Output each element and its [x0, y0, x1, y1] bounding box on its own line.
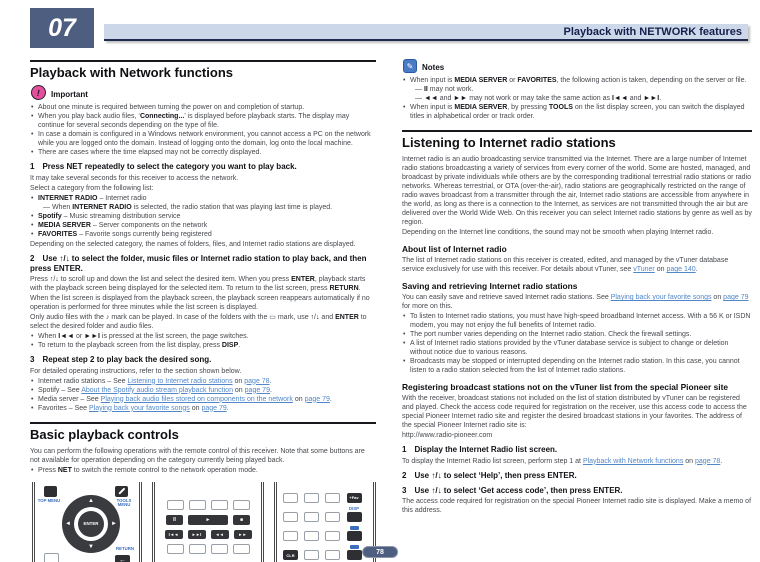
paragraph: The access code required for registration on the special Pioneer Internet radio site is displayed. Make a memo of this address. — [402, 498, 752, 514]
list-subnote: — II may not work. — [415, 86, 474, 93]
notes-icon: ✎ — [403, 59, 417, 73]
paragraph: With the receiver, broadcast stations not included on the list of station distributed by vTuner can be registered and played. Check the access code required for registration on the receiver, use this access code to access the special Pioneer Internet radio site and register the desired broadcast stations in your favorites. The address of the special Pioneer Internet radio site is: — [402, 395, 747, 429]
stop-button: ■ — [233, 515, 250, 525]
blank-button — [189, 544, 206, 554]
blank-button — [283, 531, 298, 541]
blank-button — [211, 500, 228, 510]
button-row — [161, 530, 255, 539]
important-label: Important — [51, 90, 88, 99]
blank-button — [44, 553, 59, 562]
list-item: • There are cases where the time elapsed may not be correctly displayed. — [30, 148, 376, 157]
button-row — [161, 544, 255, 554]
list-item: • To listen to Internet radio stations, you must have high-speed broadband Internet access. With a 56 K or ISDN modem, you may not enjoy the full benefits of Internet radio. — [402, 312, 752, 330]
notes-label: Notes — [422, 63, 445, 72]
subsection-title: Saving and retrieving Internet radio stations — [402, 281, 578, 291]
list-item: • Media server – See Playing back audio files stored on components on the network on page 79. — [30, 395, 376, 404]
important-icon: ! — [30, 84, 48, 102]
cross-reference-link[interactable]: Listening to Internet radio stations — [127, 377, 233, 385]
cross-reference-link[interactable]: About the Spotify audio stream playback function — [81, 386, 233, 394]
list-item: • About one minute is required between turning the power on and completion of startup. — [30, 103, 376, 112]
blank-button — [167, 544, 184, 554]
button-row — [283, 526, 367, 541]
function-button — [347, 531, 362, 541]
list-item: • Internet radio stations – See Listening to Internet radio stations on page 78. — [30, 377, 376, 386]
disp-label: DISP — [348, 505, 360, 511]
subsection-title: About list of Internet radio — [402, 244, 507, 254]
small-blue-label-icon — [350, 526, 359, 530]
list-item: • The port number varies depending on the Internet radio station. Check the firewall settings. — [402, 330, 752, 339]
saving-list — [402, 312, 752, 375]
basic-notes — [30, 466, 376, 475]
blank-button — [211, 544, 228, 554]
list-item: • INTERNET RADIO – Internet radio — [30, 194, 376, 203]
paragraph: Select a category from the following list: — [30, 184, 154, 192]
cross-reference-link[interactable]: Playback with Network functions — [582, 457, 684, 465]
list-subnote: — When INTERNET RADIO is selected, the radio station that was playing last time is played. — [43, 203, 333, 211]
blank-button — [325, 531, 340, 541]
notes-list — [402, 76, 752, 121]
list-item: • Favorites – See Playing back your favorite songs on page 79. — [30, 404, 376, 413]
subsection-title: Registering broadcast stations not on the vTuner list from the special Pioneer site — [402, 382, 729, 392]
down-arrow-icon: ▼ — [88, 543, 94, 550]
pause-button: II — [166, 515, 183, 525]
top-menu-label: TOP MENU — [37, 497, 61, 503]
paragraph: To display the Internet Radio list screen, perform step 1 at Playback with Network functions on page 78. — [402, 457, 723, 465]
return-button — [115, 555, 130, 562]
tools-menu-label: TOOLS MENU — [116, 497, 132, 508]
clear-button: CLR — [283, 550, 298, 560]
reference-list — [30, 377, 376, 413]
return-arrow-icon: ← — [119, 556, 126, 562]
right-column — [402, 57, 752, 516]
list-item: • To return to the playback screen from the list display, press DISP. — [30, 341, 376, 350]
wrench-icon — [118, 487, 125, 494]
enter-button: ENTER — [78, 511, 104, 537]
button-row — [161, 500, 255, 510]
next-button: ►►I — [188, 530, 206, 539]
section-title: Basic playback controls — [30, 422, 376, 442]
paragraph: Depending on the selected category, the names of folders, files, and Internet radio stations are displayed. — [30, 240, 356, 248]
blank-button — [283, 512, 298, 522]
up-arrow-icon: ▲ — [88, 497, 94, 504]
paragraph: The list of Internet radio stations on this receiver is created, edited, and managed by the vTuner database service exclusively for use with this receiver. For details about vTuner, see vTuner on page 140. — [402, 257, 729, 273]
blank-button — [167, 500, 184, 510]
list-item: • When you play back audio files, ‘Connecting...’ is displayed before playback starts. The display may continue for several seconds depending on the type of file. — [30, 112, 376, 130]
button-row — [283, 507, 367, 522]
paragraph: Press ↑/↓ to scroll up and down the list and select the desired item. When you press ENTER, playback starts with the playback screen being displayed for the selected item. To return to the list screen, press RETURN. — [30, 276, 366, 292]
paragraph: Only audio files with the ♪ mark can be played. In case of the folders with the ▭ mark, use ↑/↓ and ENTER to select the desired folder and audio files. — [30, 314, 367, 330]
notes-callout — [403, 59, 752, 73]
list-subnote: — ◄◄ and ►► may not work or may take the same action as I◄◄ and ►►I. — [415, 95, 662, 102]
list-item: • Press NET to switch the remote control to the network operation mode. — [30, 466, 376, 475]
blank-button — [304, 512, 319, 522]
function-cell — [346, 526, 362, 541]
list-item: • When input is MEDIA SERVER, by pressing TOOLS on the list display screen, you can switch the displayed titles in alphabetical order or track order. — [402, 103, 752, 121]
remote-control-diagram — [32, 482, 376, 562]
remote-dpad-panel — [32, 482, 142, 562]
paragraph: You can perform the following operations with the remote control of this receiver. Note that some buttons are not available for operation depending on the category currently being played back. — [30, 447, 365, 464]
list-item: • MEDIA SERVER – Server components on the network — [30, 221, 376, 230]
play-button: ► — [188, 515, 228, 525]
important-list — [30, 103, 376, 157]
page-number-badge: 78 — [362, 546, 398, 558]
list-item: • FAVORITES – Favorite songs currently being registered — [30, 230, 376, 239]
section-title: Playback with Network functions — [30, 60, 376, 80]
step-heading: 3 Repeat step 2 to play back the desired song. — [30, 355, 212, 364]
cross-reference-link[interactable]: Playing back your favorite songs — [610, 294, 712, 301]
section-title: Listening to Internet radio stations — [402, 130, 752, 150]
cross-reference-link[interactable]: page 79 — [201, 404, 227, 412]
left-arrow-icon: ◄ — [65, 520, 71, 527]
fast-forward-button: ►► — [234, 530, 252, 539]
blank-button — [233, 500, 250, 510]
top-menu-button — [44, 486, 57, 497]
button-row — [161, 515, 255, 525]
blank-button — [325, 512, 340, 522]
paragraph: Internet radio is an audio broadcasting service transmitted via the Internet. There are a large number of Internet radio stations broadcasting a variety of services from every corner of the world. Some are hosted, managed, and broadcast by private individuals while others are by the corresponding traditional terrestrial radio stations or radio networks. Whereas terrestrial, or OTA (over-the-air), radio stations are geographically restricted on the range of radio waves broadcast from a transmitter through the air, Internet radio stations are accessible from anywhere in the world, as long as there is a connection to the Internet, as services are not transmitted through the air but are delivered over the World Wide Web. On this receiver you can select Internet radio stations by genre as well as by region. — [402, 156, 752, 226]
remote-transport-panel — [152, 482, 264, 562]
paragraph: Depending on the Internet line conditions, the sound may not be smooth when playing Internet radio. — [402, 229, 714, 236]
blank-button — [233, 544, 250, 554]
chapter-number: 07 — [30, 8, 94, 48]
step-heading: 1 Press NET repeatedly to select the category you want to play back. — [30, 162, 297, 171]
rewind-button: ◄◄ — [211, 530, 229, 539]
return-label: RETURN — [116, 545, 134, 551]
display-button — [347, 512, 362, 522]
small-blue-label-icon — [350, 545, 359, 549]
dpad — [62, 495, 120, 553]
list-item: • Spotify – See About the Spotify audio stream playback function on page 79. — [30, 386, 376, 395]
category-list — [30, 194, 376, 239]
url-text: http://www.radio-pioneer.com — [402, 432, 493, 439]
cross-reference-link[interactable]: page 79 — [244, 386, 270, 394]
left-column — [30, 60, 376, 562]
add-favorite-button: +Fav — [347, 493, 362, 503]
fav-cell — [346, 493, 362, 503]
blank-button — [304, 531, 319, 541]
step-heading: 2 Use ↑/↓ to select ‘Help’, then press ENTER. — [402, 470, 577, 480]
blank-button — [283, 493, 298, 503]
header-title: Playback with NETWORK features — [563, 25, 742, 38]
page-header-bar — [104, 24, 748, 41]
function-button — [347, 550, 362, 560]
step-heading: 1 Display the Internet Radio list screen. — [402, 445, 558, 454]
important-callout — [31, 85, 376, 100]
cross-reference-link[interactable]: page 78 — [695, 457, 721, 465]
cross-reference-link[interactable]: page 140 — [666, 266, 696, 273]
blank-button — [304, 550, 319, 560]
step-heading: 3 Use ↑/↓ to select ‘Get access code’, then press ENTER. — [402, 485, 623, 495]
blank-button — [189, 500, 206, 510]
function-cell — [346, 545, 362, 560]
blank-button — [304, 493, 319, 503]
button-row — [283, 493, 367, 503]
blank-button — [325, 493, 340, 503]
list-item: • In case a domain is configured in a Windows network environment, you cannot access a PC on the network while you are logged onto the domain. Instead of logging onto the domain, log onto the local machine. — [30, 130, 376, 148]
button-row — [283, 545, 367, 560]
paragraph: For detailed operating instructions, refer to the section shown below. — [30, 367, 242, 375]
list-item: • Broadcasts may be stopped or interrupted depending on the Internet radio station. In this case, you cannot listen to a radio station selected from the list of Internet radio stations. — [402, 357, 752, 375]
list-item: • A list of Internet radio stations provided by the vTuner database service is subject to change or deletion without notice due to various reasons. — [402, 339, 752, 357]
cross-reference-link[interactable]: Playing back audio files stored on components on the network — [100, 395, 293, 403]
cross-reference-link[interactable]: Playing back your favorite songs — [88, 404, 190, 412]
previous-button: I◄◄ — [165, 530, 183, 539]
tools-menu-button — [115, 486, 128, 497]
list-item: • Spotify – Music streaming distribution service — [30, 212, 376, 221]
list-item: • When I◄◄ or ►►I is pressed at the list screen, the page switches. — [30, 332, 376, 341]
cross-reference-link[interactable]: page 79 — [304, 395, 330, 403]
blank-button — [325, 550, 340, 560]
cross-reference-link[interactable]: vTuner — [633, 266, 655, 273]
remote-numpad-panel — [274, 482, 376, 562]
step-heading: 2 Use ↑/↓ to select the folder, music files or Internet radio station to play back, and then press ENTER. — [30, 253, 367, 273]
cross-reference-link[interactable]: page 79 — [723, 294, 749, 301]
paragraph: It may take several seconds for this receiver to access the network. — [30, 174, 239, 182]
right-arrow-icon: ► — [111, 520, 117, 527]
cross-reference-link[interactable]: page 78 — [244, 377, 270, 385]
step2-notes — [30, 332, 376, 350]
list-item: • When input is MEDIA SERVER or FAVORITES, the following action is taken, depending on the server or file. — [402, 76, 752, 85]
paragraph: When the list screen is displayed from the playback screen, the playback screen reappears automatically if no operation is performed for three minutes while the list screen is displayed. — [30, 295, 370, 311]
disp-cell — [346, 507, 362, 522]
paragraph: You can easily save and retrieve saved Internet radio stations. See Playing back your favorite songs on page 79 for more on this. — [402, 294, 749, 310]
